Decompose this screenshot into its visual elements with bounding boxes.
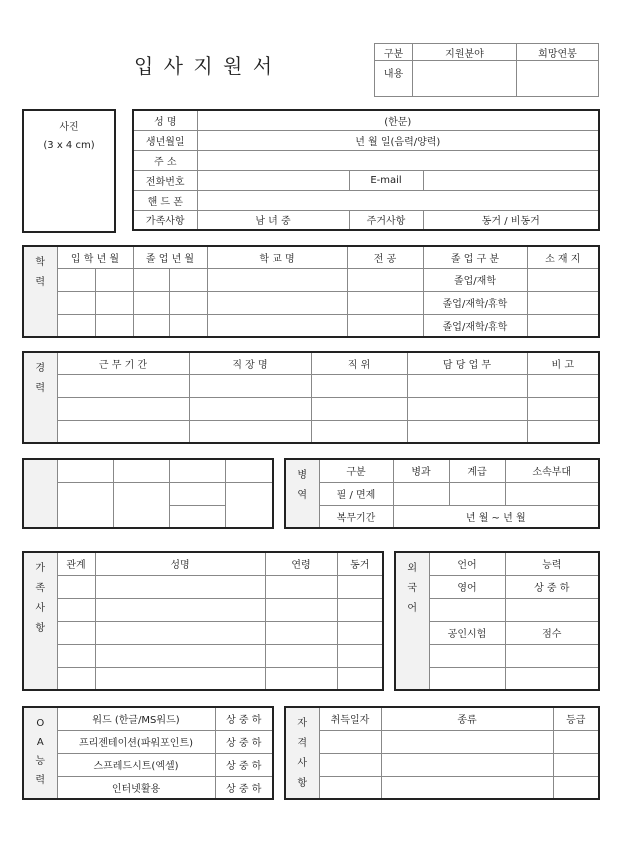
career-cell[interactable] bbox=[311, 420, 407, 443]
edu-status[interactable]: 졸업/재학 bbox=[423, 268, 527, 291]
military-table bbox=[284, 458, 600, 529]
family-header: 성명 bbox=[95, 552, 265, 575]
edu-status[interactable]: 졸업/재학/휴학 bbox=[423, 314, 527, 337]
edu-cell[interactable] bbox=[133, 314, 169, 337]
career-cell[interactable] bbox=[57, 374, 189, 397]
edu-cell[interactable] bbox=[57, 268, 95, 291]
family-cell[interactable] bbox=[57, 598, 95, 621]
edu-cell[interactable] bbox=[527, 268, 599, 291]
name-input[interactable]: (한문) bbox=[197, 110, 599, 130]
career-cell[interactable] bbox=[407, 397, 527, 420]
cert-cell[interactable] bbox=[381, 730, 553, 753]
military-branch-header: 병과 bbox=[393, 459, 449, 482]
edu-cell[interactable] bbox=[57, 314, 95, 337]
photo-label: 사진 bbox=[59, 122, 79, 133]
edu-cell[interactable] bbox=[57, 291, 95, 314]
oa-level[interactable]: 상 중 하 bbox=[215, 776, 273, 799]
blank-side-cell bbox=[23, 459, 57, 528]
oa-level[interactable]: 상 중 하 bbox=[215, 753, 273, 776]
military-side-label: 병역 bbox=[285, 459, 319, 528]
phone-label: 전화번호 bbox=[133, 170, 197, 190]
edu-cell[interactable] bbox=[347, 314, 423, 337]
oa-skill: 인터넷활용 bbox=[57, 776, 215, 799]
family-cell[interactable] bbox=[265, 667, 337, 690]
family-cell[interactable] bbox=[265, 621, 337, 644]
career-cell[interactable] bbox=[527, 397, 599, 420]
edu-header: 졸 업 년 월 bbox=[133, 246, 207, 268]
birth-input[interactable]: 년 월 일(음력/양력) bbox=[197, 130, 599, 150]
edu-header: 전 공 bbox=[347, 246, 423, 268]
career-table bbox=[22, 351, 600, 444]
military-type-header: 구분 bbox=[319, 459, 393, 482]
family-cell[interactable] bbox=[95, 644, 265, 667]
career-cell[interactable] bbox=[189, 420, 311, 443]
military-cell[interactable] bbox=[393, 482, 449, 505]
family-header: 관계 bbox=[57, 552, 95, 575]
grid-cell[interactable] bbox=[113, 482, 169, 528]
edu-cell[interactable] bbox=[133, 291, 169, 314]
edu-header: 졸 업 구 분 bbox=[423, 246, 527, 268]
address-input[interactable] bbox=[197, 150, 599, 170]
career-cell[interactable] bbox=[407, 374, 527, 397]
family-table bbox=[22, 551, 384, 691]
family-cell[interactable] bbox=[337, 667, 383, 690]
test-label: 공인시험 bbox=[429, 621, 505, 644]
language-cell[interactable] bbox=[429, 667, 505, 690]
career-header: 직 장 명 bbox=[189, 352, 311, 374]
cert-header: 종류 bbox=[381, 707, 553, 730]
type-header: 구분 bbox=[375, 44, 413, 61]
language-english: 영어 bbox=[429, 575, 505, 598]
family-cell[interactable] bbox=[337, 644, 383, 667]
family-cell[interactable] bbox=[95, 621, 265, 644]
family-cell[interactable] bbox=[265, 598, 337, 621]
level-header: 능력 bbox=[505, 552, 599, 575]
education-table bbox=[22, 245, 600, 338]
cert-header: 취득일자 bbox=[319, 707, 381, 730]
cert-cell[interactable] bbox=[381, 753, 553, 776]
edu-cell[interactable] bbox=[169, 268, 207, 291]
mobile-label: 핸 드 폰 bbox=[133, 190, 197, 210]
edu-cell[interactable] bbox=[207, 268, 347, 291]
blank-grid-table bbox=[22, 458, 274, 529]
oa-skill: 스프레드시트(엑셀) bbox=[57, 753, 215, 776]
family-cell[interactable] bbox=[265, 644, 337, 667]
edu-cell[interactable] bbox=[169, 314, 207, 337]
military-exempt[interactable]: 필 / 면제 bbox=[319, 482, 393, 505]
grid-cell[interactable] bbox=[57, 482, 113, 528]
career-header: 담 당 업 무 bbox=[407, 352, 527, 374]
cert-header: 등급 bbox=[553, 707, 599, 730]
grid-cell[interactable] bbox=[57, 459, 113, 482]
family-cell[interactable] bbox=[57, 575, 95, 598]
edu-cell[interactable] bbox=[95, 268, 133, 291]
career-cell[interactable] bbox=[189, 397, 311, 420]
content-label: 내용 bbox=[375, 61, 413, 97]
edu-cell[interactable] bbox=[207, 291, 347, 314]
salary-header: 희망연봉 bbox=[517, 44, 599, 61]
military-period-label: 복무기간 bbox=[319, 505, 393, 528]
edu-cell[interactable] bbox=[133, 268, 169, 291]
grid-cell[interactable] bbox=[225, 459, 273, 482]
language-cell[interactable] bbox=[505, 644, 599, 667]
military-rank-header: 계급 bbox=[449, 459, 505, 482]
language-cell[interactable] bbox=[505, 598, 599, 621]
oa-skill: 프리젠테이션(파워포인트) bbox=[57, 730, 215, 753]
oa-table bbox=[22, 706, 274, 800]
edu-header: 소 재 지 bbox=[527, 246, 599, 268]
family-cell[interactable] bbox=[57, 644, 95, 667]
email-input[interactable] bbox=[423, 170, 599, 190]
military-cell[interactable] bbox=[505, 482, 599, 505]
career-cell[interactable] bbox=[57, 420, 189, 443]
family-cell[interactable] bbox=[95, 598, 265, 621]
housing-input[interactable]: 동거 / 비동거 bbox=[423, 210, 599, 230]
field-input[interactable] bbox=[413, 61, 517, 97]
edu-cell[interactable] bbox=[95, 314, 133, 337]
family-cell[interactable] bbox=[337, 575, 383, 598]
grid-cell[interactable] bbox=[169, 482, 225, 505]
career-cell[interactable] bbox=[311, 397, 407, 420]
family-cell[interactable] bbox=[95, 575, 265, 598]
cert-cell[interactable] bbox=[553, 753, 599, 776]
grid-cell[interactable] bbox=[225, 482, 273, 528]
grid-cell[interactable] bbox=[113, 459, 169, 482]
language-side-label: 외국어 bbox=[395, 552, 429, 690]
family-header: 동거 bbox=[337, 552, 383, 575]
edu-status[interactable]: 졸업/재학/휴학 bbox=[423, 291, 527, 314]
family-input[interactable]: 남 녀 중 bbox=[197, 210, 349, 230]
cert-side-label: 자격사항 bbox=[285, 707, 319, 799]
career-cell[interactable] bbox=[189, 374, 311, 397]
oa-skill: 워드 (한글/MS워드) bbox=[57, 707, 215, 730]
address-label: 주 소 bbox=[133, 150, 197, 170]
career-header: 비 고 bbox=[527, 352, 599, 374]
oa-side-label: OA능력 bbox=[23, 707, 57, 799]
family-header: 연령 bbox=[265, 552, 337, 575]
family-cell[interactable] bbox=[57, 667, 95, 690]
cert-cell[interactable] bbox=[319, 776, 381, 799]
photo-size: (3 x 4 cm) bbox=[43, 140, 95, 151]
career-cell[interactable] bbox=[527, 374, 599, 397]
grid-cell[interactable] bbox=[169, 505, 225, 528]
application-info-table bbox=[374, 43, 599, 97]
language-cell[interactable] bbox=[429, 644, 505, 667]
cert-cell[interactable] bbox=[553, 776, 599, 799]
family-cell[interactable] bbox=[337, 598, 383, 621]
career-cell[interactable] bbox=[527, 420, 599, 443]
edu-cell[interactable] bbox=[347, 268, 423, 291]
name-label: 성 명 bbox=[133, 110, 197, 130]
cert-cell[interactable] bbox=[381, 776, 553, 799]
edu-cell[interactable] bbox=[207, 314, 347, 337]
family-cell[interactable] bbox=[57, 621, 95, 644]
photo-box[interactable] bbox=[22, 109, 116, 233]
phone-input[interactable] bbox=[197, 170, 349, 190]
email-label: E-mail bbox=[349, 170, 423, 190]
oa-level[interactable]: 상 중 하 bbox=[215, 707, 273, 730]
birth-label: 생년월일 bbox=[133, 130, 197, 150]
cert-cell[interactable] bbox=[553, 730, 599, 753]
language-cell[interactable] bbox=[505, 667, 599, 690]
edu-header: 학 교 명 bbox=[207, 246, 347, 268]
family-label: 가족사항 bbox=[133, 210, 197, 230]
family-side-label: 가족사항 bbox=[23, 552, 57, 690]
career-header: 직 위 bbox=[311, 352, 407, 374]
military-unit-header: 소속부대 bbox=[505, 459, 599, 482]
military-period-input[interactable]: 년 월 ~ 년 월 bbox=[393, 505, 599, 528]
language-header: 언어 bbox=[429, 552, 505, 575]
mobile-input[interactable] bbox=[197, 190, 599, 210]
form-title: 입 사 지 원 서 bbox=[134, 54, 275, 78]
oa-level[interactable]: 상 중 하 bbox=[215, 730, 273, 753]
language-table bbox=[394, 551, 600, 691]
personal-info-table bbox=[132, 109, 600, 231]
certificate-table bbox=[284, 706, 600, 800]
career-side-label: 경력 bbox=[23, 352, 57, 443]
language-english-level[interactable]: 상 중 하 bbox=[505, 575, 599, 598]
career-cell[interactable] bbox=[57, 397, 189, 420]
cert-cell[interactable] bbox=[319, 753, 381, 776]
field-header: 지원분야 bbox=[413, 44, 517, 61]
salary-input[interactable] bbox=[517, 61, 599, 97]
edu-cell[interactable] bbox=[95, 291, 133, 314]
education-side-label: 학력 bbox=[23, 246, 57, 337]
cert-cell[interactable] bbox=[319, 730, 381, 753]
military-cell[interactable] bbox=[449, 482, 505, 505]
housing-label: 주거사항 bbox=[349, 210, 423, 230]
family-cell[interactable] bbox=[265, 575, 337, 598]
career-cell[interactable] bbox=[407, 420, 527, 443]
edu-cell[interactable] bbox=[527, 291, 599, 314]
edu-cell[interactable] bbox=[527, 314, 599, 337]
family-cell[interactable] bbox=[95, 667, 265, 690]
career-header: 근 무 기 간 bbox=[57, 352, 189, 374]
edu-cell[interactable] bbox=[347, 291, 423, 314]
career-cell[interactable] bbox=[311, 374, 407, 397]
language-cell[interactable] bbox=[429, 598, 505, 621]
edu-cell[interactable] bbox=[169, 291, 207, 314]
score-label: 점수 bbox=[505, 621, 599, 644]
edu-header: 입 학 년 월 bbox=[57, 246, 133, 268]
grid-cell[interactable] bbox=[169, 459, 225, 482]
family-cell[interactable] bbox=[337, 621, 383, 644]
